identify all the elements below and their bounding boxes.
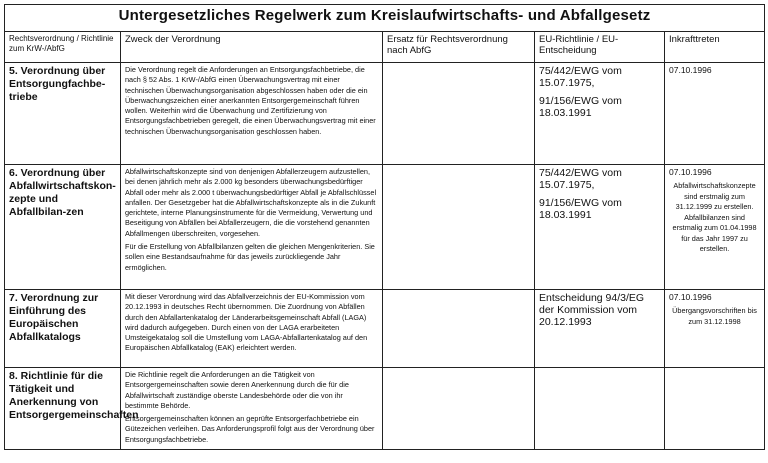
purpose-paragraph: Für die Erstellung von Abfallbilanzen gelten die gleichen Mengenkriterien. Sie sollen eine Bestandsaufnahme für das jeweils zurückliegende Jahr ermöglichen. — [125, 242, 375, 272]
eu-directive-cell — [535, 368, 665, 450]
eu-directive-cell — [535, 165, 665, 290]
replacement-cell — [383, 165, 535, 290]
table-row — [5, 165, 765, 290]
table-row — [5, 63, 765, 165]
regulation-name: 5. Verordnung über Entsorgungfachbe-triebe — [5, 63, 121, 165]
header-effective-date: Inkrafttreten — [665, 32, 765, 63]
eu-directive-cell — [535, 290, 665, 368]
eu-directive-cell — [535, 63, 665, 165]
eu-directive-line: 91/156/EWG vom 18.03.1991 — [539, 197, 622, 221]
effective-date-cell — [665, 165, 765, 290]
effective-date-note: Übergangsvorschriften bis zum 31.12.1998 — [672, 306, 757, 326]
purpose-paragraph: Die Richtlinie regelt die Anforderungen an die Tätigkeit von Entsorgergemeinschaften sowie deren Anerkennung durch die für die Abfallwirtschaft zuständige oberste Landesbehörde oder die von ihr bestimmte Behörde. — [125, 370, 349, 410]
regulation-purpose — [121, 368, 383, 450]
replacement-cell — [383, 290, 535, 368]
eu-directive-line: 75/442/EWG vom 15.07.1975, — [539, 65, 622, 89]
header-replacement: Ersatz für Rechtsverordnung nach AbfG — [383, 32, 535, 63]
regulation-name: 6. Verordnung über Abfallwirtschaftskon-zepte und Abfallbilan-zen — [5, 165, 121, 290]
eu-directive-line: 91/156/EWG vom 18.03.1991 — [539, 95, 622, 119]
header-row — [5, 32, 765, 63]
regulation-name: 8. Richtlinie für die Tätigkeit und Anerkennung von Entsorgergemeinschaften — [5, 368, 121, 450]
regulation-name: 7. Verordnung zur Einführung des Europäischen Abfallkatalogs — [5, 290, 121, 368]
replacement-cell — [383, 368, 535, 450]
regulation-purpose — [121, 63, 383, 165]
eu-directive-line: Entscheidung 94/3/EG der Kommission vom 20.12.1993 — [539, 292, 645, 328]
regulation-purpose — [121, 165, 383, 290]
effective-date: 07.10.1996 — [669, 292, 712, 302]
effective-date-cell — [665, 368, 765, 450]
effective-date: 07.10.1996 — [669, 65, 712, 75]
purpose-paragraph: Abfallwirtschaftskonzepte sind von denjenigen Abfallerzeugern aufzustellen, bei denen jährlich mehr als 2.000 kg besonders überwachungsbedürftiger Abfall oder mehr als 2.000 t überwachungsbedürftiger Abfall je Abfallschlüssel anfallen. Der Gesetzgeber hat die Abfallwirtschaftskonzepte als in die Zukunft gerichtete, interne Planungsinstrumente für die Vermeidung, Verwertung und Beseitigung von Abfällen bei Abfallerzeugern, die die vorstehend genannten Abfallmengen überschreiten, vorgesehen. — [125, 167, 377, 238]
purpose-paragraph: Mit dieser Verordnung wird das Abfallverzeichnis der EU-Kommission vom 20.12.1993 in deutsches Recht übernommen. Die Zuordnung von Abfällen durch den Abfallartenkatalog der Länderarbeitsgemeinschaft Abfall (LAGA) wird dadurch aufgegeben. Durch einen von der LAGA erarbeiteten Umsteigekatalog soll die Umstellung vom LAGA-Abfallartenkatalog auf den Europäischen Abfallkatalog (EAK) erleichtert werden. — [125, 292, 368, 353]
effective-date: 07.10.1996 — [669, 167, 712, 177]
effective-date-cell — [665, 290, 765, 368]
table-title: Untergesetzliches Regelwerk zum Kreislaufwirtschafts- und Abfallgesetz — [5, 5, 765, 32]
purpose-paragraph: Entsorgergemeinschaften können an geprüfte Entsorgerfachbetriebe ein Gütezeichen verleihen. Das Anforderungsprofil folgt aus der Verordnung über Entsorgungsfachbetriebe. — [125, 414, 375, 444]
regulation-purpose — [121, 290, 383, 368]
purpose-paragraph: Die Verordnung regelt die Anforderungen an Entsorgungsfachbetriebe, die nach § 52 Abs. 1 KrW-/AbfG einen Überwachungsvertrag mit einer technischen Überwachungsorganisation abgeschlossen haben oder die ein Überwachungszeichen einer anerkannten Entsorgergemeinschaft führen wollen. Weiterhin wird die Überwachung und Zertifizierung von Entsorgungsfachbetrieben geregelt, die einen Überwachungsvertrag mit einer technischen Überwachungsorganisation geschlossen haben. — [125, 65, 376, 136]
table-row — [5, 368, 765, 450]
effective-date-cell — [665, 63, 765, 165]
header-purpose: Zweck der Verordnung — [121, 32, 383, 63]
header-eu-directive: EU-Richtlinie / EU-Entscheidung — [535, 32, 665, 63]
replacement-cell — [383, 63, 535, 165]
table-row — [5, 290, 765, 368]
regulation-table — [4, 4, 765, 450]
eu-directive-line: 75/442/EWG vom 15.07.1975, — [539, 167, 622, 191]
header-regulation: Rechtsverordnung / Richtlinie zum KrW-/AbfG — [5, 32, 121, 63]
effective-date-note: Abfallwirtschaftskonzepte sind erstmalig zum 31.12.1999 zu erstellen. Abfallbilanzen sind erstmalig zum 01.04.1998 für das Jahr 1997 zu erstellen. — [672, 181, 757, 253]
